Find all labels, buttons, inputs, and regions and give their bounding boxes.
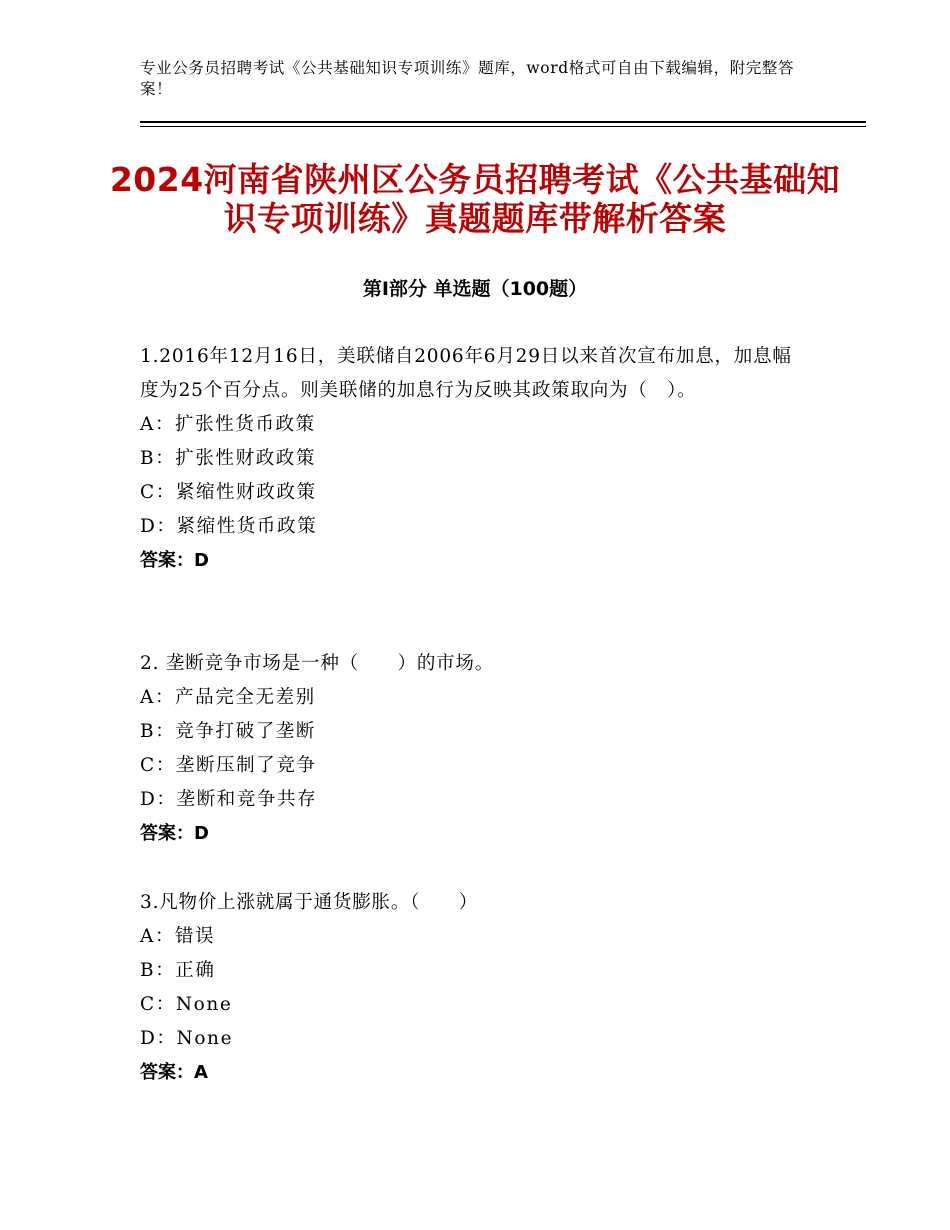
question-stem: 1.2016年12月16日，美联储自2006年6月29日以来首次宣布加息，加息幅度为25个百分点。则美联储的加息行为反映其政策取向为（ ）。: [140, 346, 792, 401]
question-stem: 2. 垄断竞争市场是一种（ ）的市场。: [140, 653, 495, 674]
question-stem: 3.凡物价上涨就属于通货膨胀。（ ）: [140, 892, 479, 913]
option-a: A：扩张性货币政策: [140, 414, 316, 435]
question-3: [140, 886, 800, 1090]
option-c: C：None: [140, 994, 233, 1015]
document-title: 2024河南省陕州区公务员招聘考试《公共基础知识专项训练》真题题库带解析答案: [109, 160, 841, 238]
option-c: C：垄断压制了竞争: [140, 755, 317, 776]
option-a: A：错误: [140, 926, 216, 947]
question-2: [140, 647, 800, 851]
header-rule-thick: [140, 121, 866, 123]
answer: 答案：D: [140, 823, 209, 844]
question-1: [140, 340, 800, 578]
option-b: B：扩张性财政政策: [140, 448, 316, 469]
section-title: 第Ⅰ部分 单选题（100题）: [362, 278, 588, 300]
option-b: B：竞争打破了垄断: [140, 721, 316, 742]
option-d: D：垄断和竞争共存: [140, 789, 318, 810]
header-rule-thin: [140, 126, 866, 127]
header-note: 专业公务员招聘考试《公共基础知识专项训练》题库，word格式可自由下载编辑，附完整答案！: [140, 59, 795, 98]
option-d: D：紧缩性货币政策: [140, 516, 318, 537]
option-b: B：正确: [140, 960, 216, 981]
answer: 答案：A: [140, 1062, 208, 1083]
answer: 答案：D: [140, 550, 209, 571]
option-a: A：产品完全无差别: [140, 687, 316, 708]
option-c: C：紧缩性财政政策: [140, 482, 317, 503]
option-d: D：None: [140, 1028, 234, 1049]
